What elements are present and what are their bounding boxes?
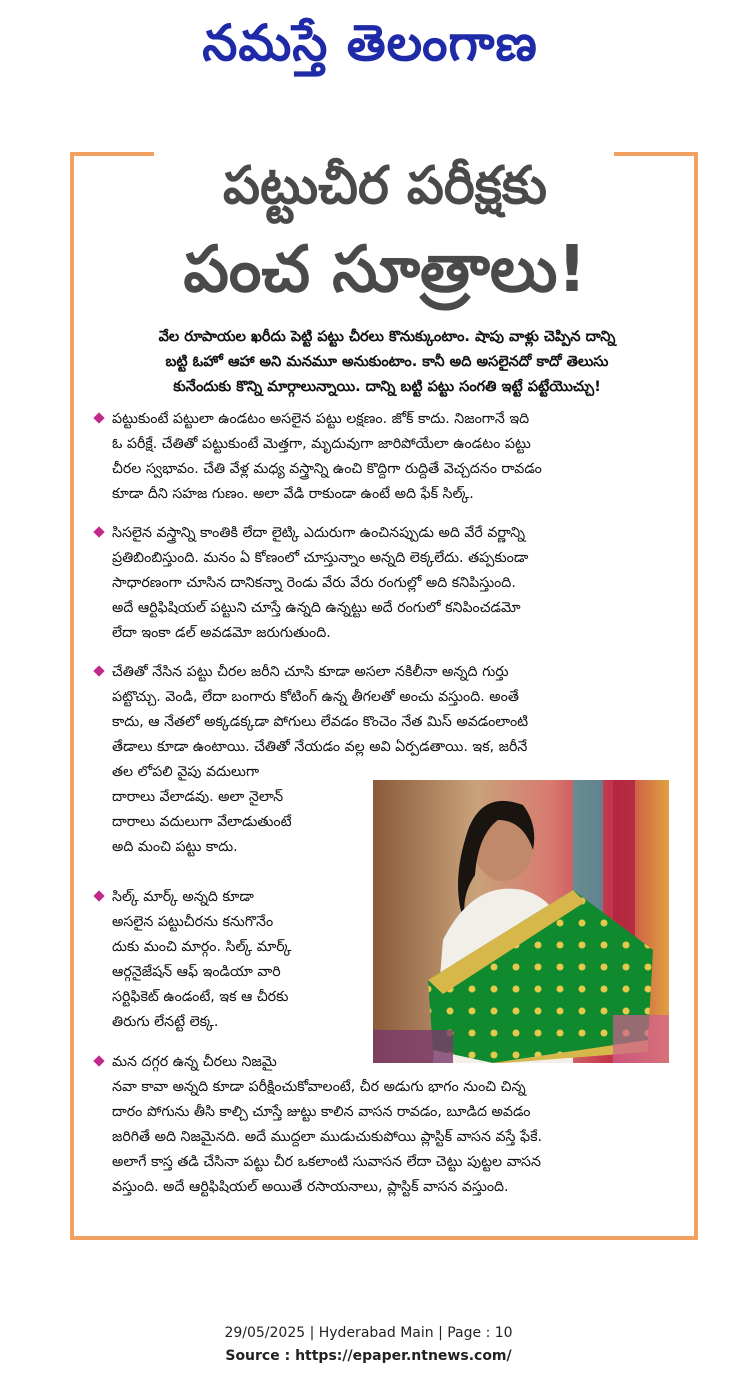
bullet-item: [95, 885, 370, 1035]
bullet-line: చీరల స్వభావం. చేతి వేళ్ల మధ్య వస్త్రాన్ని ఉంచి కొద్దిగా రుద్దితే వెచ్చదనం రావడం: [112, 461, 542, 477]
bullet-line: తేడాలు కూడా ఉంటాయి. చేతితో నేయడం వల్ల అవి ఏర్పడతాయి. ఇక, జరీనే: [112, 739, 528, 755]
bullet-line: దారం పోగును తీసి కాల్చి చూస్తే జుట్టు కాలిన వాసన రావడం, బూడిద అవడం: [112, 1104, 531, 1120]
bullet-item: [95, 1050, 675, 1200]
intro-line: కునేందుకు కొన్ని మార్గాలున్నాయి. దాన్ని బట్టి పట్టు సంగతి ఇట్టే పట్టేయొచ్చు!: [173, 379, 601, 395]
frame-top-right: [614, 152, 694, 156]
bullet-line: సర్టిఫికెట్ ఉండంటే, ఇక ఆ చీరకు: [112, 989, 289, 1005]
bullet-line: ఆర్గనైజేషన్ ఆఫ్ ఇండియా వారి: [112, 964, 281, 980]
intro-line: వేల రూపాయల ఖరీదు పెట్టి పట్టు చీరలు కొనుక్కుంటాం. షాపు వాళ్లు చెప్పిన దాన్ని: [158, 329, 616, 345]
diamond-bullet-icon: [93, 1055, 104, 1066]
headline-line-2: పంచ సూత్రాలు!: [183, 233, 587, 307]
diamond-bullet-icon: [93, 890, 104, 901]
bullet-line: లేదా ఇంకా డల్ అవడమో జరుగుతుంది.: [112, 625, 331, 641]
bullet-line: కాదు, ఆ నేతలో అక్కడక్కడా పోగులు లేవడం కొంచెం నేత మిస్ అవడంలాంటి: [112, 714, 529, 730]
saree-photo: [373, 780, 669, 1063]
bullet-line: అదే ఆర్టిఫిషియల్ పట్టుని చూస్తే ఉన్నది ఉన్నట్టు అదే రంగులో కనిపించడమో: [112, 600, 521, 616]
diamond-bullet-icon: [93, 665, 104, 676]
bullet-line: తల లోపలి వైపు వదులుగా: [112, 764, 260, 780]
bullet-line: తిరుగు లేనట్టే లెక్క.: [112, 1014, 219, 1030]
bullet-line: దుకు మంచి మార్గం. సిల్క్ మార్క్: [112, 939, 292, 955]
bullet-line: చేతితో నేసిన పట్టు చీరల జరీని చూసి కూడా అసలా నకిలీనా అన్నది గుర్తు: [112, 664, 509, 680]
bullet-line: ప్రతిబింబిస్తుంది. మనం ఏ కోణంలో చూస్తున్నాం అన్నది లెక్కలేదు. తప్పకుండా: [112, 550, 529, 566]
bullet-line: ఓ పరీక్షే. చేతితో పట్టుకుంటే మెత్తగా, మృదువుగా జారిపోయేలా ఉండటం పట్టు: [112, 436, 531, 452]
bullet-line: దారాలు వేలాడవు. అలా నైలాన్: [112, 789, 284, 805]
headline-line-1: పట్టుచీర పరీక్షకు: [223, 156, 547, 216]
bullet-line: సిల్క్ మార్క్ అన్నది కూడా: [112, 889, 254, 905]
bullet-line: పట్టొచ్చు. వెండి, లేదా బంగారు కోటింగ్ ఉన్న తీగలతో అంచు వస్తుంది. అంతే: [112, 689, 519, 705]
diamond-bullet-icon: [93, 526, 104, 537]
bullet-line: దారాలు వదులుగా వేలాడుతుంటే: [112, 814, 292, 830]
bullet-line: అసలైన పట్టుచీరను కనుగొనేం: [112, 914, 274, 930]
bullet-line: అది మంచి పట్టు కాదు.: [112, 839, 238, 855]
bullet-line: కూడా దీని సహజ గుణం. అలా వేడి రాకుండా ఉంటే అది ఫేక్ సిల్క్.: [112, 486, 474, 502]
masthead: [150, 8, 590, 78]
bullet-item: [95, 407, 675, 507]
bullet-line: నవా కావా అన్నది కూడా పరీక్షించుకోవాలంటే, చీర అడుగు భాగం నుంచి చిన్న: [112, 1079, 526, 1095]
diamond-bullet-icon: [93, 412, 104, 423]
bullet-line: జరిగితే అది నిజమైనది. అదే ముద్దలా ముడుచుకుపోయి ప్లాస్టిక్ వాసన వస్తే ఫేకే.: [112, 1129, 543, 1145]
intro-paragraph: [102, 325, 672, 400]
bullet-line: మన దగ్గర ఉన్న చీరలు నిజమై: [112, 1054, 277, 1070]
bullet-line: అలాగే కాస్త తడి చేసినా పట్టు చీర ఒకలాంటి సువాసన లేదా చెట్టు పుట్టల వాసన: [112, 1154, 541, 1170]
bullet-line: సాధారణంగా చూసిన దానికన్నా రెండు వేరు వేరు రంగుల్లో అది కనిపిస్తుంది.: [112, 575, 516, 591]
bullet-line: పట్టుకుంటే పట్టులా ఉండటం అసలైన పట్టు లక్షణం. జోక్ కాదు. నిజంగానే ఇది: [112, 411, 530, 427]
intro-line: బట్టి ఓహో ఆహా అని మనమూ అనుకుంటాం. కానీ అది అసలైనదో కాదో తెలుసు: [165, 354, 609, 370]
bullet-item: [95, 521, 675, 646]
bullet-line: వస్తుంది. అదే ఆర్టిఫిషియల్ అయితే రసాయనాలు, ప్లాస్టిక్ వాసన వస్తుంది.: [112, 1179, 509, 1195]
footer-source: Source : https://epaper.ntnews.com/: [225, 1348, 512, 1364]
bullet-line: సిసలైన వస్త్రాన్ని కాంతికి లేదా లైట్కి ఎదురుగా ఉంచినప్పుడు అది వేరే వర్ణాన్ని: [112, 525, 526, 541]
footer-date-edition: 29/05/2025 | Hyderabad Main | Page : 10: [224, 1325, 513, 1341]
masthead-logo-text: నమస్తే తెలంగాణ: [202, 14, 538, 72]
frame-top-left: [74, 152, 154, 156]
